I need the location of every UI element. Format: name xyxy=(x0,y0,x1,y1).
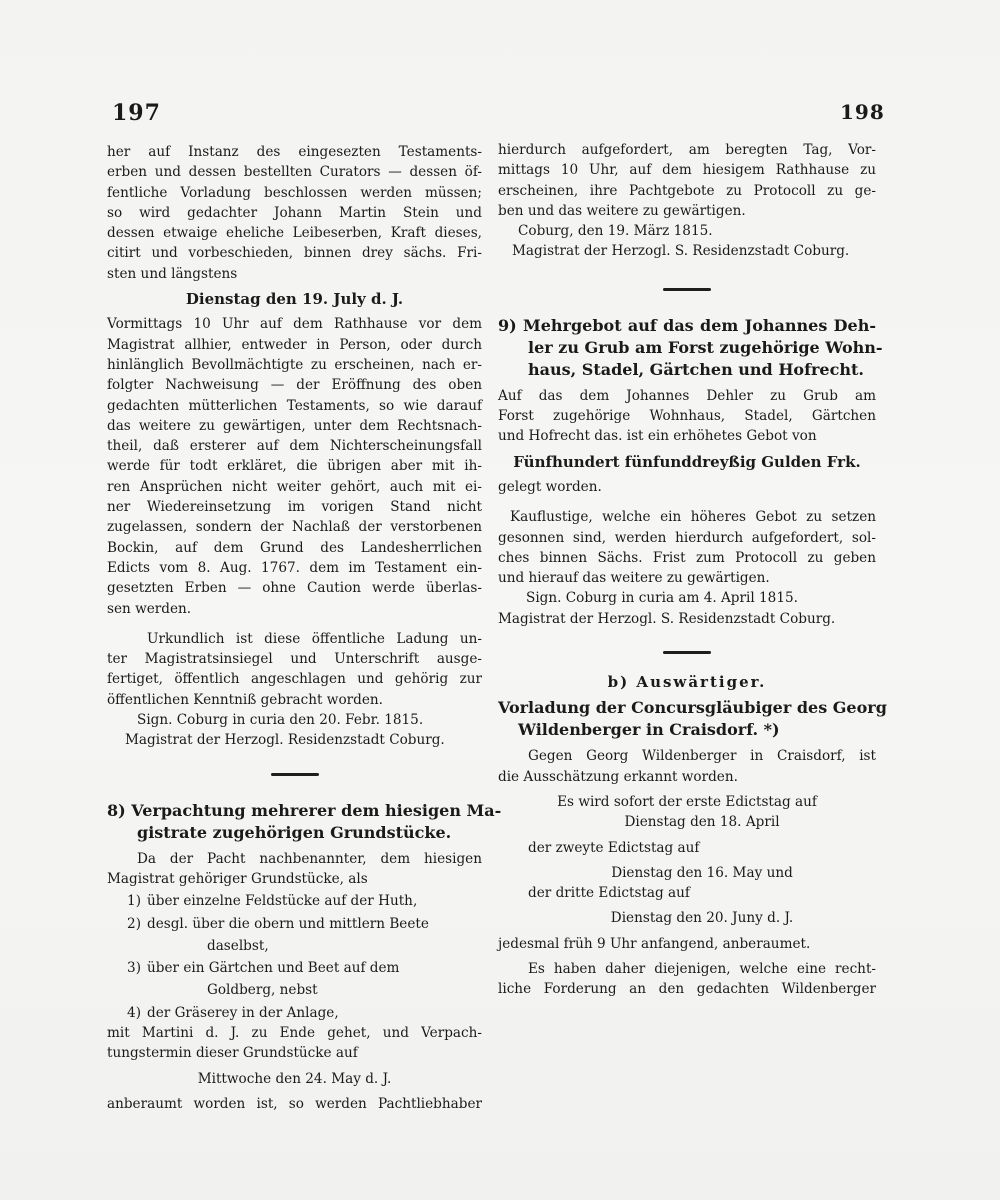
cont-last-line: ben und das weitere zu gewärtigen. xyxy=(498,202,746,219)
edict-date: Dienstag den 16. May und xyxy=(611,864,793,881)
text-line: werde für todt erkläret, die übrigen aber mit ih- xyxy=(107,458,482,475)
text-line: Urkundlich ist diese öffentliche Ladung un- xyxy=(147,630,482,647)
lease-date: Mittwoche den 24. May d. J. xyxy=(197,1070,392,1087)
text-line: ren Ansprüchen nicht weiter gehört, auch mit ei- xyxy=(107,478,482,495)
list-item-number: 4) xyxy=(127,1004,141,1021)
text-line: folgter Nachweisung — der Eröffnung des oben xyxy=(107,377,482,394)
section-divider xyxy=(663,651,711,654)
page-number-left: 197 xyxy=(112,100,161,126)
page-number-right: 198 xyxy=(840,100,885,124)
section-9-heading: 9) Mehrgebot auf das dem Johannes Deh- xyxy=(498,315,876,335)
section-8-heading: 8) Verpachtung mehrerer dem hiesigen Ma- xyxy=(107,800,502,820)
section-divider xyxy=(663,288,711,291)
list-item xyxy=(107,936,482,956)
text-line: gesonnen sind, werden hierdurch aufgefordert, sol- xyxy=(498,529,876,546)
edict-date: Dienstag den 20. Juny d. J. xyxy=(610,910,794,927)
text-line: ter Magistratsinsiegel und Unterschrift ausge- xyxy=(107,651,482,668)
s9-last-line: und Hofrecht das. ist ein erhöhetes Gebot von xyxy=(498,428,817,445)
list-item-number: 1) xyxy=(127,893,141,910)
urkund-last-line: öffentlichen Kenntniß gebracht worden. xyxy=(107,691,383,708)
s8-intro-line: Da der Pacht nachbenannter, dem hiesigen xyxy=(137,850,482,867)
list-item xyxy=(107,1003,482,1023)
text-line: mittags 10 Uhr, auf dem hiesigem Rathhause zu xyxy=(498,162,876,179)
section-9-heading-cont: haus, Stadel, Gärtchen und Hofrecht. xyxy=(528,359,864,379)
list-item-number: 2) xyxy=(127,915,141,932)
text-line: Vormittags 10 Uhr auf dem Rathhause vor dem xyxy=(107,316,482,333)
list-item xyxy=(107,958,482,978)
text-line: gesetzten Erben — ohne Caution werde überlas- xyxy=(107,580,482,597)
signature-line: Sign. Coburg in curia den 20. Febr. 1815. xyxy=(137,712,424,729)
text-line: Auf das dem Johannes Dehler zu Grub am xyxy=(498,387,876,404)
magistrat-signature: Magistrat der Herzogl. S. Residenzstadt Coburg. xyxy=(498,610,836,627)
text-line: citirt und vorbeschieden, binnen drey sächs. Fri- xyxy=(107,245,482,262)
magistrat-signature: Magistrat der Herzogl. S. Residenzstadt Coburg. xyxy=(512,243,850,260)
s9-paragraph xyxy=(498,386,876,427)
gegen-line: Gegen Georg Wildenberger in Craisdorf, ist xyxy=(528,748,876,765)
text-line: Magistrat allhier, entweder in Person, oder durch xyxy=(107,336,482,353)
text-line: Forst zugehörige Wohnhaus, Stadel, Gärtchen xyxy=(498,408,876,425)
list-item-text: daselbst, xyxy=(207,937,269,954)
text-line: theil, daß ersterer auf dem Nichterscheinungsfall xyxy=(107,438,482,455)
list-item-text: über ein Gärtchen und Beet auf dem xyxy=(147,960,400,977)
s8-intro-line: Magistrat gehöriger Grundstücke, als xyxy=(107,870,368,887)
list-item xyxy=(107,980,482,1000)
gegen-line: die Ausschätzung erkannt worden. xyxy=(498,768,738,785)
edict-line: Es wird sofort der erste Edictstag auf xyxy=(557,793,817,810)
section-9-heading-cont: ler zu Grub am Forst zugehörige Wohn- xyxy=(528,337,883,357)
text-line: Kauflustige, welche ein höheres Gebot zu setzen xyxy=(510,509,876,526)
urkund-paragraph xyxy=(107,629,482,690)
section-divider xyxy=(271,773,319,776)
text-line: ner Wiedereinsetzung im vorigen Stand nicht xyxy=(107,499,482,516)
left-column xyxy=(107,142,502,1114)
list-item-text: desgl. über die obern und mittlern Beete xyxy=(147,915,429,932)
text-line: Bockin, auf dem Grund des Landesherrlichen xyxy=(107,539,482,556)
list-item xyxy=(107,891,482,911)
vorladung-heading-cont: Wildenberger in Craisdorf. *) xyxy=(518,720,780,740)
subsection-heading: b) Auswärtiger. xyxy=(607,673,767,692)
list-item-text: Goldberg, nebst xyxy=(207,982,318,999)
signature-line: Sign. Coburg in curia am 4. April 1815. xyxy=(526,590,798,607)
intro-last-line: sten und längstens xyxy=(107,265,238,282)
hearing-date: Dienstag den 19. July d. J. xyxy=(185,290,404,309)
s8-after-line: mit Martini d. J. zu Ende gehet, und Verpach- xyxy=(107,1024,482,1041)
body-paragraph xyxy=(107,314,482,598)
text-line: dessen etwaige eheliche Leibeserben, Kraft dieses, xyxy=(107,225,482,242)
kauf-paragraph xyxy=(498,507,876,568)
s8-last-line: anberaumt worden ist, so werden Pachtliebhaber xyxy=(107,1095,482,1112)
dateline: Coburg, den 19. März 1815. xyxy=(518,223,713,240)
text-line: hinlänglich Bevollmächtigte zu erscheinen, nach er- xyxy=(107,356,482,373)
text-line: gedachten mütterlichen Testaments, so wie darauf xyxy=(107,397,482,414)
text-line: zugelassen, sondern der Nachlaß der verstorbenen xyxy=(107,519,482,536)
text-line: so wird gedachter Johann Martin Stein und xyxy=(107,204,482,221)
s9-gelegt: gelegt worden. xyxy=(498,478,602,495)
intro-paragraph xyxy=(107,142,482,264)
section-8-heading-cont: gistrate zugehörigen Grundstücke. xyxy=(137,822,452,842)
text-line: das weitere zu gewärtigen, unter dem Rechtsnach- xyxy=(107,417,482,434)
text-line: ches binnen Sächs. Frist zum Protocoll zu geben xyxy=(498,549,876,566)
list-item-text: über einzelne Feldstücke auf der Huth, xyxy=(147,893,418,910)
text-line: fertiget, öffentlich angeschlagen und gehörig zur xyxy=(107,671,482,688)
s8-after-line: tungstermin dieser Grundstücke auf xyxy=(107,1045,358,1062)
last-line: liche Forderung an den gedachten Wildenberger xyxy=(498,981,876,998)
list-item-text: der Gräserey in der Anlage, xyxy=(147,1004,339,1021)
vorladung-heading: Vorladung der Concursgläubiger des Georg xyxy=(498,698,887,718)
last-line: Es haben daher diejenigen, welche eine recht- xyxy=(528,961,876,978)
text-line: her auf Instanz des eingesezten Testaments- xyxy=(107,144,482,160)
continued-paragraph xyxy=(498,140,876,201)
text-line: Edicts vom 8. Aug. 1767. dem im Testament ein- xyxy=(107,559,482,576)
text-line: erscheinen, ihre Pachtgebote zu Protocoll zu ge- xyxy=(498,182,876,199)
right-column xyxy=(498,140,887,1000)
jedesmal-line: jedesmal früh 9 Uhr anfangend, anberaumet. xyxy=(498,935,811,952)
kauf-last-line: und hierauf das weitere zu gewärtigen. xyxy=(498,570,770,587)
edict-line: der dritte Edictstag auf xyxy=(528,885,690,902)
edict-line: der zweyte Edictstag auf xyxy=(528,839,700,856)
list-item-number: 3) xyxy=(127,960,141,977)
body-last-line: sen werden. xyxy=(107,600,192,617)
magistrat-signature: Magistrat der Herzogl. Residenzstadt Coburg. xyxy=(125,732,445,749)
grundstuecke-list xyxy=(107,891,482,1023)
text-line: hierdurch aufgefordert, am beregten Tag, Vor- xyxy=(498,142,876,158)
list-item xyxy=(107,914,482,934)
bid-amount: Fünfhundert fünfunddreyßig Gulden Frk. xyxy=(513,452,861,471)
text-line: fentliche Vorladung beschlossen werden müssen; xyxy=(107,184,482,201)
edict-date: Dienstag den 18. April xyxy=(624,814,780,831)
text-line: erben und dessen bestellten Curators — dessen öf- xyxy=(107,164,482,181)
